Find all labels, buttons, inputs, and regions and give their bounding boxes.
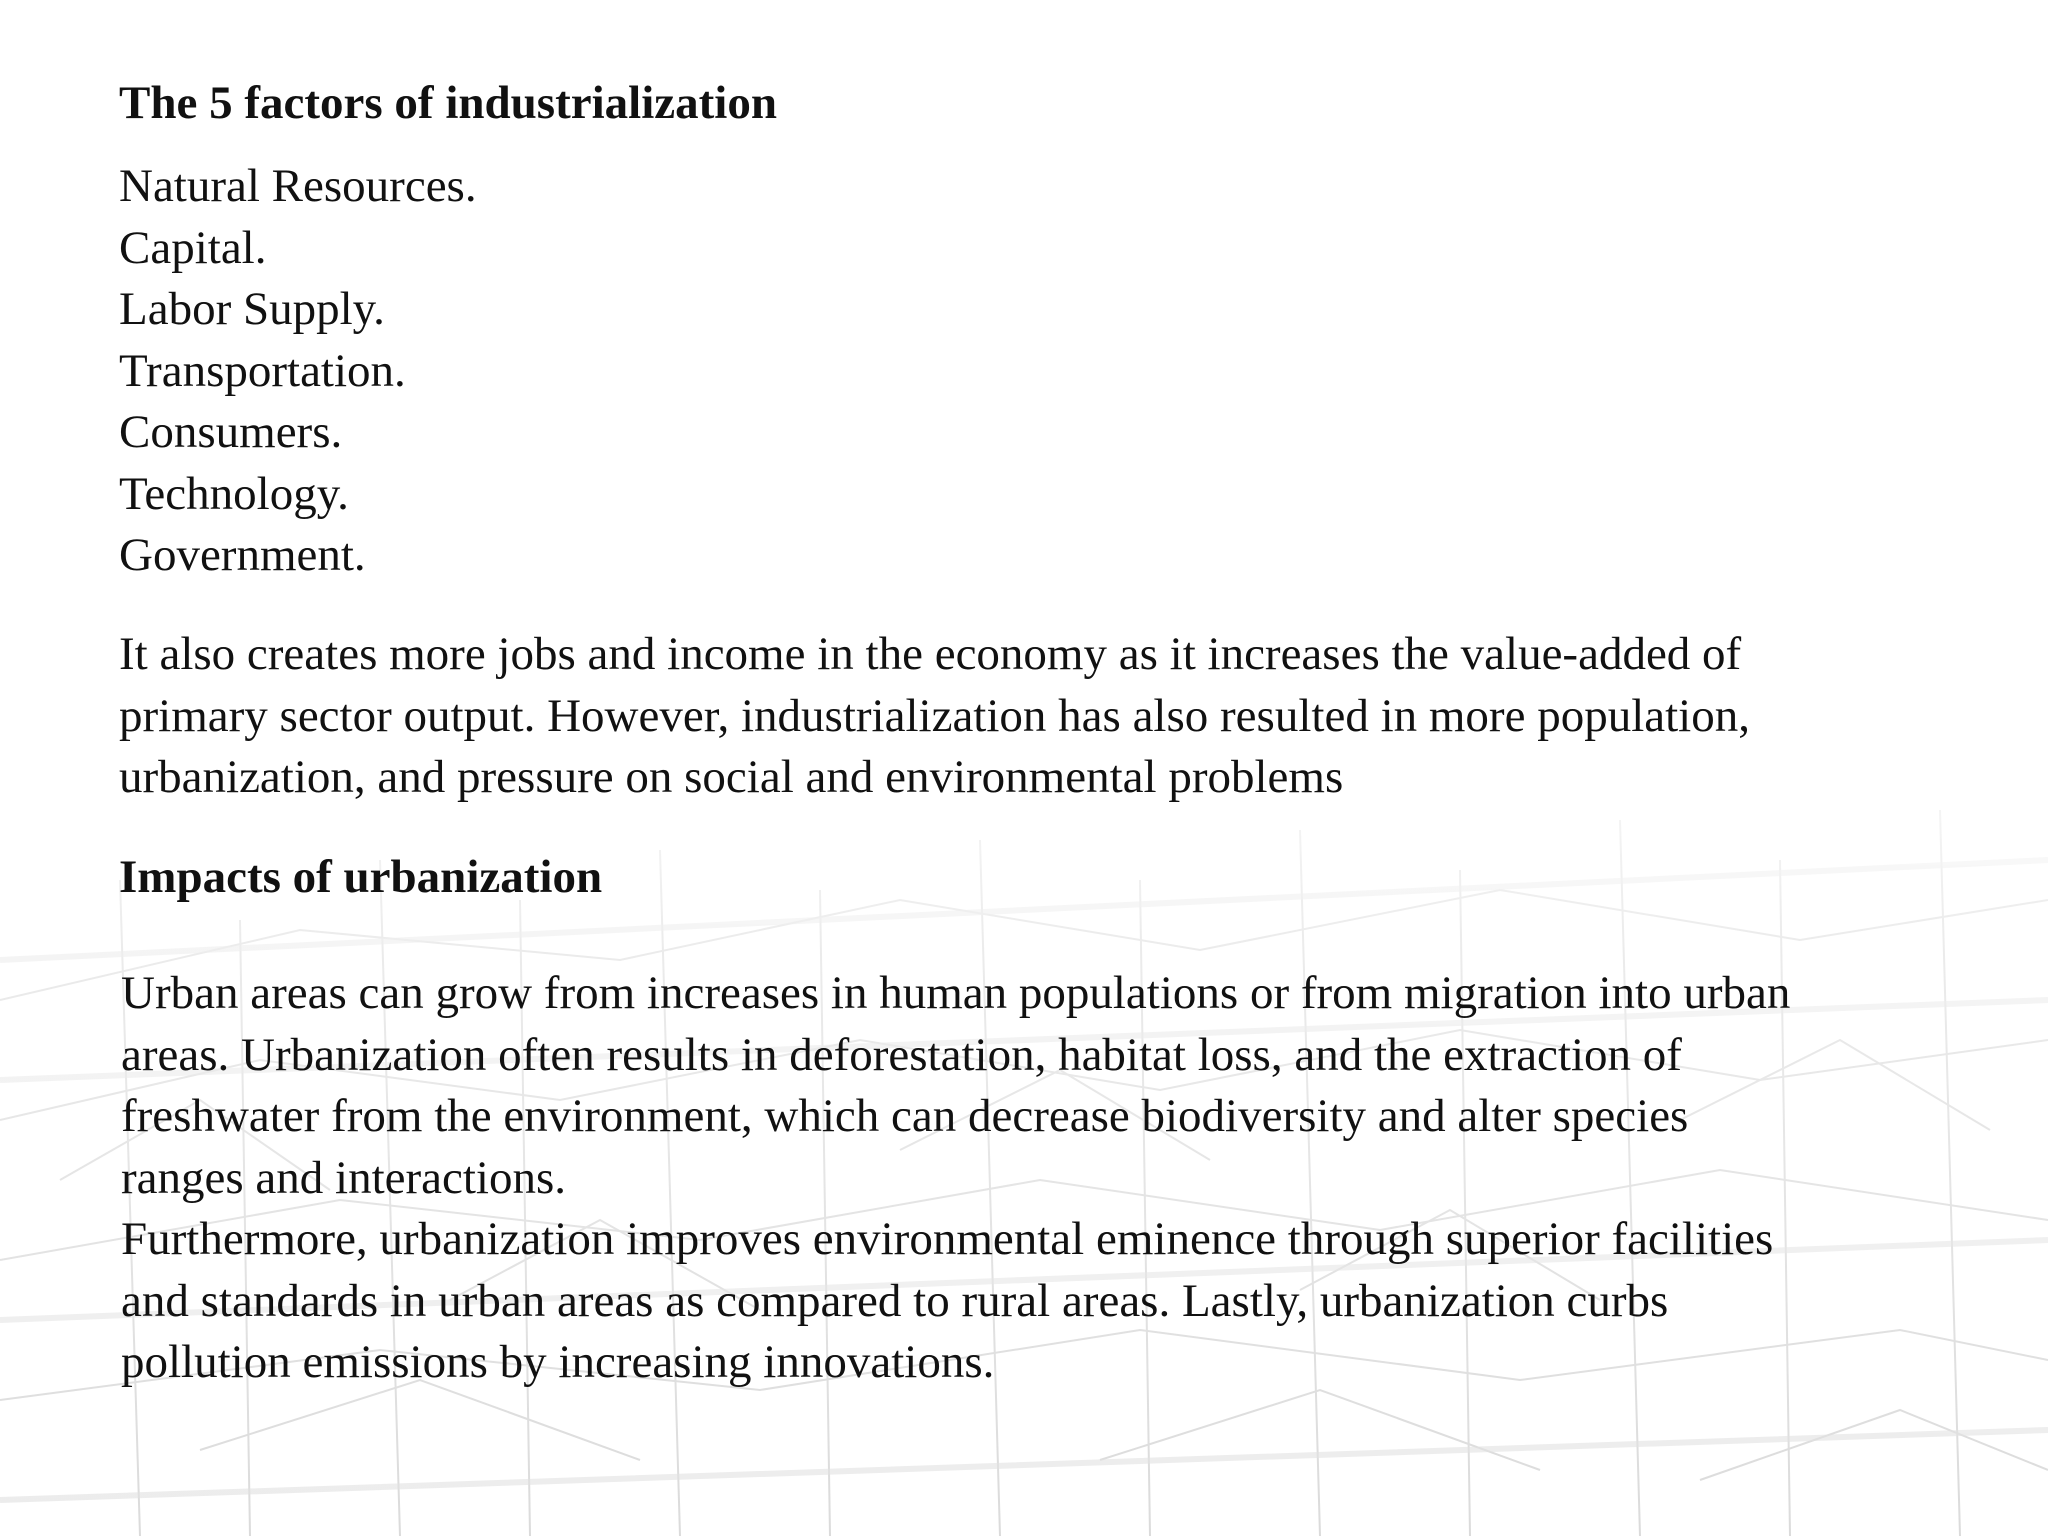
paragraph-line: freshwater from the environment, which can decrease biodiversity and alter species [121,1090,1689,1142]
paragraph-line: and standards in urban areas as compared to rural areas. Lastly, urbanization curbs [121,1274,1669,1327]
factor-item: Capital. [119,221,267,274]
urbanization-paragraph [121,963,1790,1394]
paragraph-line: primary sector output. However, industrialization has also resulted in more population, [119,689,1750,742]
industrialization-factors-list [119,156,477,587]
industrialization-heading: The 5 factors of industrialization [119,77,777,129]
paragraph-line: Urban areas can grow from increases in human populations or from migration into urban [121,967,1791,1019]
factor-item: Natural Resources. [119,160,477,212]
urbanization-heading: Impacts of urbanization [119,851,603,903]
paragraph-line: urbanization, and pressure on social and environmental problems [119,751,1344,803]
industrialization-paragraph [119,624,1750,809]
paragraph-line: areas. Urbanization often results in deforestation, habitat loss, and the extraction of [121,1028,1682,1081]
paragraph-line: pollution emissions by increasing innovations. [121,1336,995,1388]
factor-item: Labor Supply. [119,283,385,335]
paragraph-line: Furthermore, urbanization improves environmental eminence through superior facilities [121,1213,1774,1265]
factor-item: Transportation. [119,344,406,397]
paragraph-line: It also creates more jobs and income in the economy as it increases the value-added of [119,628,1742,680]
factor-item: Consumers. [119,406,343,458]
factor-item: Government. [119,529,366,581]
factor-item: Technology. [119,467,349,520]
paragraph-line: ranges and interactions. [121,1151,567,1204]
